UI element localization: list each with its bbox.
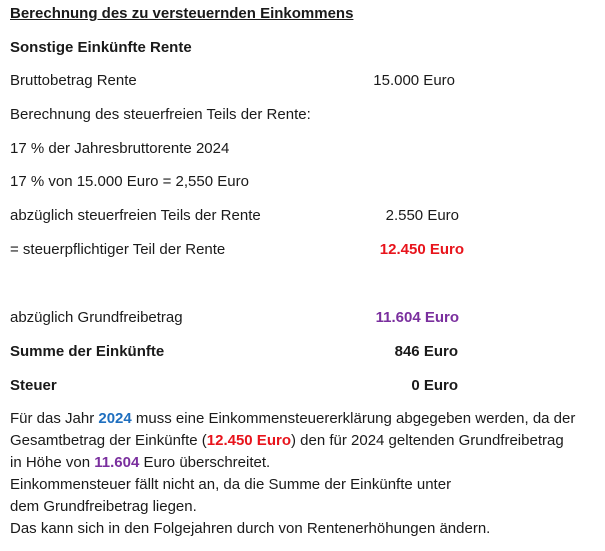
steuer-label: Steuer xyxy=(10,377,57,394)
berechnung-label: Berechnung des steuerfreien Teils der Rente: xyxy=(10,106,311,123)
abzug-label: abzüglich steuerfreien Teils der Rente xyxy=(10,207,261,224)
page-title: Berechnung des zu versteuernden Einkommens xyxy=(10,5,354,22)
brutto-label: Bruttobetrag Rente xyxy=(10,72,137,89)
paragraph-line-2: Gesamtbetrag der Einkünfte (12.450 Euro) den für 2024 geltenden Grundfreibetrag xyxy=(10,432,564,449)
amount-highlight: 12.450 Euro xyxy=(206,432,291,449)
explanation-paragraph xyxy=(10,408,605,540)
grundfreibetrag-value: 11.604 Euro xyxy=(375,309,459,326)
brutto-value: 15.000 Euro xyxy=(373,72,455,89)
paragraph-line-3: in Höhe von 11.604 Euro überschreitet. xyxy=(10,454,271,471)
summe-label: Summe der Einkünfte xyxy=(10,343,165,360)
abzug-value: 2.550 Euro xyxy=(385,207,459,224)
paragraph-line-6: Das kann sich in den Folgejahren durch von Rentenerhöhungen ändern. xyxy=(10,520,491,537)
steuer-value: 0 Euro xyxy=(411,377,458,394)
prozent-label: 17 % der Jahresbruttorente 2024 xyxy=(10,140,230,157)
summe-value: 846 Euro xyxy=(394,343,458,360)
steuerpflichtig-value: 12.450 Euro xyxy=(379,241,464,258)
steuerpflichtig-label: = steuerpflichtiger Teil der Rente xyxy=(10,241,226,258)
paragraph-line-5: dem Grundfreibetrag liegen. xyxy=(10,498,197,515)
freibetrag-highlight: 11.604 xyxy=(94,454,140,471)
paragraph-line-4: Einkommensteuer fällt nicht an, da die Summe der Einkünfte unter xyxy=(10,476,452,493)
year-highlight: 2024 xyxy=(98,410,132,427)
grundfreibetrag-label: abzüglich Grundfreibetrag xyxy=(10,309,183,326)
rechnung-label: 17 % von 15.000 Euro = 2,550 Euro xyxy=(10,173,249,190)
paragraph-line-1: Für das Jahr 2024 muss eine Einkommensteuererklärung abgegeben werden, da der xyxy=(10,410,576,427)
section-heading: Sonstige Einkünfte Rente xyxy=(10,39,192,56)
